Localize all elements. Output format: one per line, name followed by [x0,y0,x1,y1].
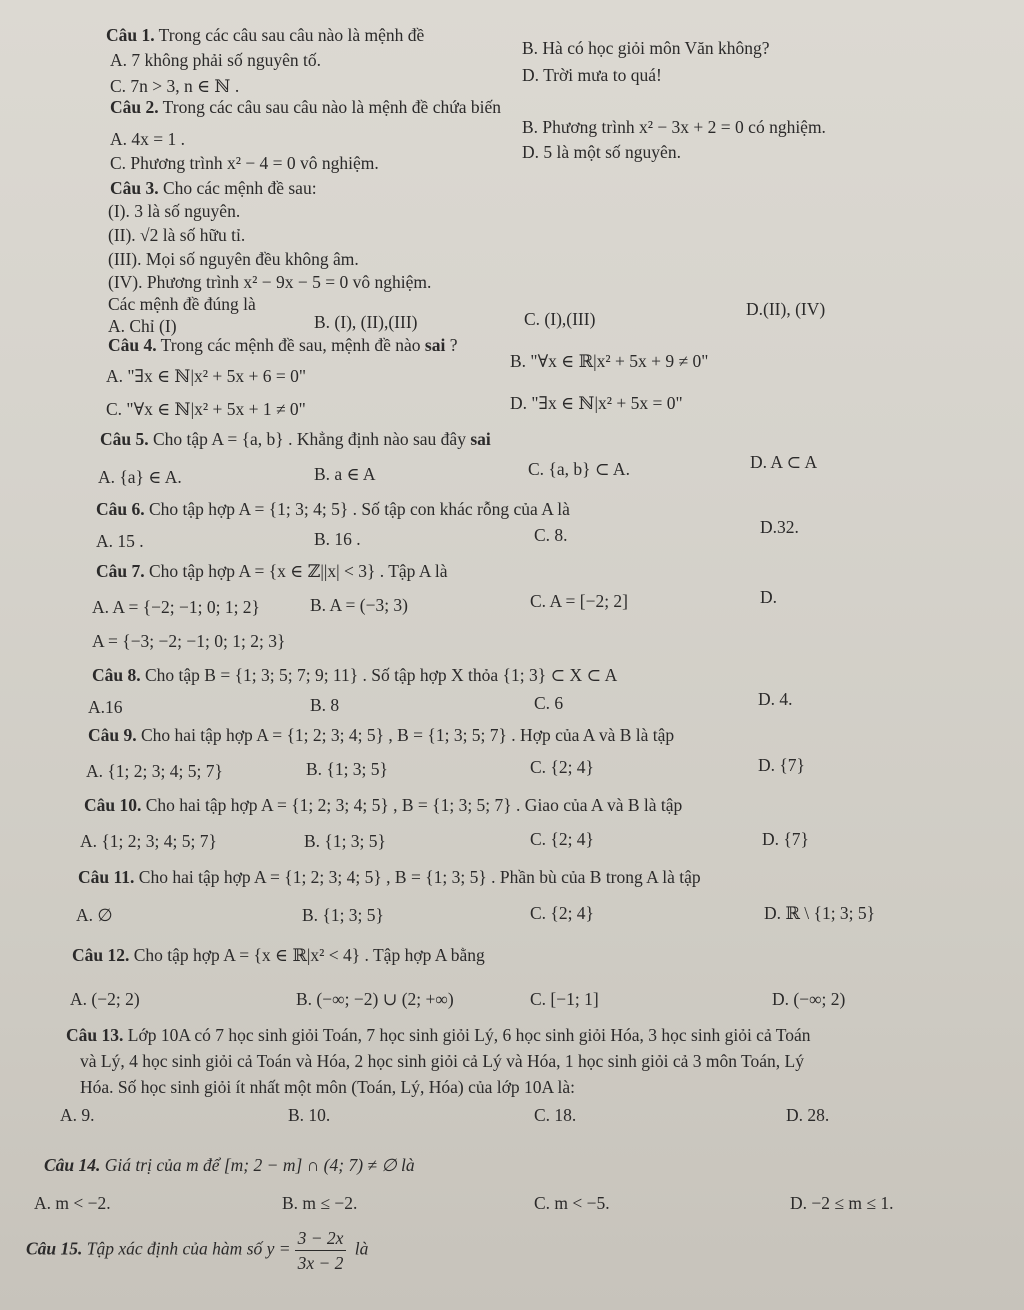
q6-option-a[interactable]: A. 15 . [96,531,144,551]
q5-option-d[interactable]: D. A ⊂ A [750,452,818,472]
question-14-label: Câu 14. [44,1155,101,1175]
q13-option-c[interactable]: C. 18. [534,1105,577,1125]
question-13-label: Câu 13. [66,1025,124,1045]
question-12-text: Cho tập hợp A = {x ∈ ℝ|x² < 4} . Tập hợp A bằng [129,945,485,965]
question-7 [96,560,448,582]
q11-option-a[interactable]: A. ∅ [76,905,113,925]
q12-option-d[interactable]: D. (−∞; 2) [772,989,846,1009]
question-2 [110,96,501,118]
question-2-text: Trong các câu sau câu nào là mệnh đề chứa biến [158,97,501,117]
question-10-label: Câu 10. [84,795,142,815]
question-4-text: Trong các mệnh đề sau, mệnh đề nào [156,335,425,355]
q2-option-d[interactable]: D. 5 là một số nguyên. [522,142,681,162]
question-15-tail: là [350,1238,369,1259]
question-4-bold: sai [424,335,446,355]
q5-option-c[interactable]: C. {a, b} ⊂ A. [528,459,630,479]
question-11-label: Câu 11. [78,867,135,887]
fraction-denominator: 3x − 2 [297,1253,344,1273]
q2-option-c[interactable]: C. Phương trình x² − 4 = 0 vô nghiệm. [110,153,379,173]
question-8-label: Câu 8. [92,665,141,685]
q8-option-d[interactable]: D. 4. [758,689,793,709]
q6-option-d[interactable]: D.32. [760,517,799,537]
q13-option-b[interactable]: B. 10. [288,1105,331,1125]
q12-option-b[interactable]: B. (−∞; −2) ∪ (2; +∞) [296,989,454,1009]
question-9-label: Câu 9. [88,725,137,745]
q13-option-d[interactable]: D. 28. [786,1105,830,1125]
q3-statement-4: (IV). Phương trình x² − 9x − 5 = 0 vô nghiệm. [108,272,432,292]
question-13-line-1: Lớp 10A có 7 học sinh giỏi Toán, 7 học sinh giỏi Lý, 6 học sinh giỏi Hóa, 3 học sinh giỏi cả Toán [123,1025,811,1045]
q10-option-c[interactable]: C. {2; 4} [530,829,594,849]
q6-option-b[interactable]: B. 16 . [314,529,361,549]
q3-option-b[interactable]: B. (I), (II),(III) [314,312,418,332]
q10-option-b[interactable]: B. {1; 3; 5} [304,831,386,851]
question-7-text: Cho tập hợp A = {x ∈ ℤ||x| < 3} . Tập A là [144,561,448,581]
question-6-text: Cho tập hợp A = {1; 3; 4; 5} . Số tập con khác rỗng của A là [144,499,570,519]
question-13-line-3: Hóa. Số học sinh giỏi ít nhất một môn (Toán, Lý, Hóa) của lớp 10A là: [80,1077,576,1097]
q14-option-a[interactable]: A. m < −2. [34,1193,111,1213]
q7-option-d-value: A = {−3; −2; −1; 0; 1; 2; 3} [92,631,286,651]
q7-option-b[interactable]: B. A = (−3; 3) [310,595,409,615]
q6-option-c[interactable]: C. 8. [534,525,568,545]
question-14 [44,1154,415,1176]
q11-option-c[interactable]: C. {2; 4} [530,903,594,923]
question-1 [106,24,424,46]
question-3-text: Cho các mệnh đề sau: [158,178,317,198]
question-9-text: Cho hai tập hợp A = {1; 2; 3; 4; 5} , B = {1; 3; 5; 7} . Hợp của A và B là tập [136,725,675,745]
q3-statement-3: (III). Mọi số nguyên đều không âm. [108,249,359,269]
q1-option-c[interactable]: C. 7n > 3, n ∈ ℕ . [110,76,240,96]
question-4-tail: ? [445,335,458,355]
question-3-label: Câu 3. [110,178,159,198]
q9-option-b[interactable]: B. {1; 3; 5} [306,759,388,779]
q13-option-a[interactable]: A. 9. [60,1105,95,1125]
question-10-text: Cho hai tập hợp A = {1; 2; 3; 4; 5} , B = {1; 3; 5; 7} . Giao của A và B là tập [141,795,683,815]
q7-option-c[interactable]: C. A = [−2; 2] [530,591,629,611]
q9-option-d[interactable]: D. {7} [758,755,805,775]
question-9 [88,724,674,746]
question-5-bold: sai [470,429,491,449]
question-3 [110,177,317,199]
question-6-label: Câu 6. [96,499,145,519]
question-15-label: Câu 15. [26,1238,83,1259]
question-4-label: Câu 4. [108,335,157,355]
question-8 [92,664,617,686]
q7-option-d[interactable]: D. [760,587,778,607]
question-15 [26,1226,368,1275]
question-11 [78,866,701,888]
q9-option-c[interactable]: C. {2; 4} [530,757,594,777]
question-8-text: Cho tập B = {1; 3; 5; 7; 9; 11} . Số tập hợp X thỏa {1; 3} ⊂ X ⊂ A [140,665,618,685]
q11-option-d[interactable]: D. ℝ \ {1; 3; 5} [764,903,876,923]
question-11-text: Cho hai tập hợp A = {1; 2; 3; 4; 5} , B = {1; 3; 5} . Phần bù của B trong A là tập [134,867,701,887]
q2-option-a[interactable]: A. 4x = 1 . [110,129,186,149]
q10-option-d[interactable]: D. {7} [762,829,809,849]
question-15-text: Tập xác định của hàm số [82,1238,267,1259]
q8-option-c[interactable]: C. 6 [534,693,564,713]
q3-ask: Các mệnh đề đúng là [108,294,256,314]
q4-option-d[interactable]: D. "∃x ∈ ℕ|x² + 5x = 0" [510,393,683,413]
q4-option-c[interactable]: C. "∀x ∈ ℕ|x² + 5x + 1 ≠ 0" [106,399,306,419]
q3-statement-2: (II). √2 là số hữu tỉ. [108,225,246,245]
question-1-label: Câu 1. [106,25,155,45]
question-15-fraction [295,1226,347,1275]
question-13-line-2: và Lý, 4 học sinh giỏi cả Toán và Hóa, 2 học sinh giỏi cả Lý và Hóa, 1 học sinh giỏi cả 3 môn Toán, Lý [80,1051,804,1071]
q11-option-b[interactable]: B. {1; 3; 5} [302,905,384,925]
fraction-numerator: 3 − 2x [295,1226,347,1251]
question-13 [66,1024,811,1046]
question-5-label: Câu 5. [100,429,149,449]
q3-statement-1: (I). 3 là số nguyên. [108,201,241,221]
question-5 [100,428,491,450]
question-12 [72,944,485,966]
q7-option-a[interactable]: A. A = {−2; −1; 0; 1; 2} [92,597,260,617]
q2-option-b[interactable]: B. Phương trình x² − 3x + 2 = 0 có nghiệm. [522,117,826,137]
q1-option-b[interactable]: B. Hà có học giỏi môn Văn không? [522,38,770,58]
question-14-text: Giá trị của m để [m; 2 − m] ∩ (4; 7) ≠ ∅ là [100,1155,415,1175]
question-7-label: Câu 7. [96,561,145,581]
q5-option-a[interactable]: A. {a} ∈ A. [98,467,182,487]
question-15-function-y: y = [266,1238,291,1259]
question-2-label: Câu 2. [110,97,159,117]
question-10 [84,794,682,816]
q12-option-a[interactable]: A. (−2; 2) [70,989,140,1009]
question-1-text: Trong các câu sau câu nào là mệnh đề [154,25,425,45]
q1-option-a[interactable]: A. 7 không phải số nguyên tố. [110,50,321,70]
q10-option-a[interactable]: A. {1; 2; 3; 4; 5; 7} [80,831,217,851]
q3-option-d[interactable]: D.(II), (IV) [746,299,826,319]
q8-option-a[interactable]: A.16 [88,697,123,717]
q1-option-d[interactable]: D. Trời mưa to quá! [522,65,662,85]
q4-option-a[interactable]: A. "∃x ∈ ℕ|x² + 5x + 6 = 0" [106,366,306,386]
question-6 [96,498,570,520]
q3-option-c[interactable]: C. (I),(III) [524,309,596,329]
question-5-text: Cho tập A = {a, b} . Khẳng định nào sau đây [148,429,471,449]
question-12-label: Câu 12. [72,945,130,965]
q14-option-c[interactable]: C. m < −5. [534,1193,610,1213]
q4-option-b[interactable]: B. "∀x ∈ ℝ|x² + 5x + 9 ≠ 0" [510,351,709,371]
q14-option-d[interactable]: D. −2 ≤ m ≤ 1. [790,1193,894,1213]
q9-option-a[interactable]: A. {1; 2; 3; 4; 5; 7} [86,761,223,781]
q3-option-a[interactable]: A. Chỉ (I) [108,316,177,336]
q8-option-b[interactable]: B. 8 [310,695,340,715]
q5-option-b[interactable]: B. a ∈ A [314,464,376,484]
question-4 [108,334,458,356]
q14-option-b[interactable]: B. m ≤ −2. [282,1193,358,1213]
q12-option-c[interactable]: C. [−1; 1] [530,989,599,1009]
